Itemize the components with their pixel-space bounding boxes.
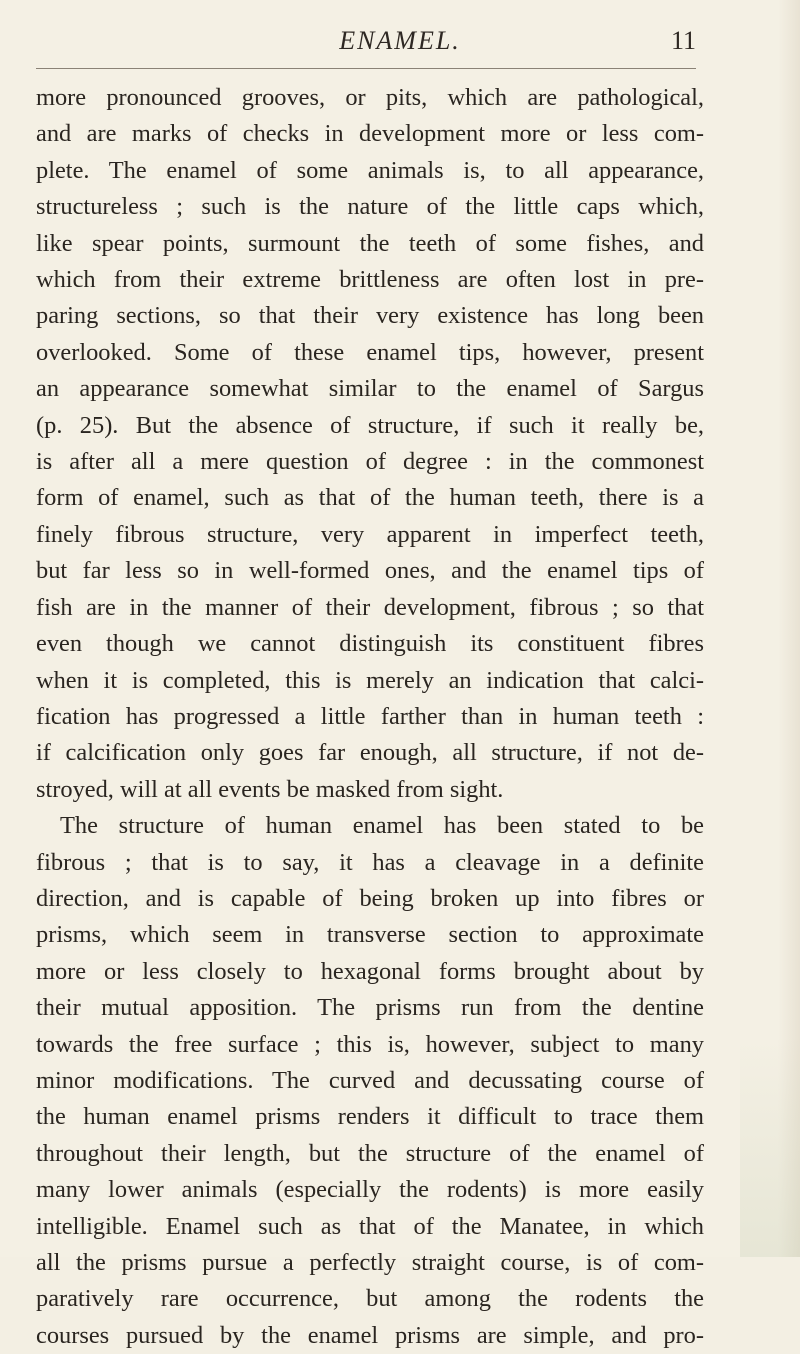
text-line: if calcification only goes far enough, all structure, if not de- [36, 739, 704, 767]
text-line: throughout their length, but the structure of the enamel of [36, 1139, 704, 1167]
text-line: like spear points, surmount the teeth of some fishes, and [36, 229, 704, 257]
body-text [36, 80, 704, 1354]
text-line: is after all a mere question of degree : in the commonest [36, 448, 704, 476]
text-line: which from their extreme brittleness are often lost in pre- [36, 266, 704, 294]
text-line: finely fibrous structure, very apparent in imperfect teeth, [36, 520, 704, 548]
text-line: courses pursued by the enamel prisms are simple, and pro- [36, 1321, 704, 1349]
text-line: The structure of human enamel has been stated to be [60, 812, 704, 840]
paragraph-1 [36, 80, 704, 808]
text-line: when it is completed, this is merely an indication that calci- [36, 666, 704, 694]
running-title: ENAMEL. [339, 26, 461, 55]
paragraph-2 [36, 808, 704, 1354]
text-line: prisms, which seem in transverse section to approximate [36, 921, 704, 949]
text-line: more or less closely to hexagonal forms brought about by [36, 957, 704, 985]
page-number: 11 [670, 26, 696, 55]
text-line: structureless ; such is the nature of the little caps which, [36, 193, 704, 221]
text-line: fication has progressed a little farther than in human teeth : [36, 702, 704, 730]
text-line: the human enamel prisms renders it difficult to trace them [36, 1103, 704, 1131]
text-line: an appearance somewhat similar to the enamel of Sargus [36, 375, 704, 403]
text-line: even though we cannot distinguish its constituent fibres [36, 630, 704, 658]
text-line: more pronounced grooves, or pits, which are pathological, [36, 84, 704, 111]
text-line: paring sections, so that their very existence has long been [36, 302, 704, 330]
text-line: many lower animals (especially the rodents) is more easily [36, 1176, 704, 1204]
text-line: fibrous ; that is to say, it has a cleavage in a definite [36, 848, 704, 876]
header-rule [36, 68, 696, 69]
text-line: fish are in the manner of their development, fibrous ; so that [36, 593, 704, 621]
page-stain [740, 1037, 800, 1257]
text-line: minor modifications. The curved and decussating course of [36, 1066, 704, 1094]
text-line: intelligible. Enamel such as that of the Manatee, in which [36, 1212, 704, 1240]
text-line: all the prisms pursue a perfectly straight course, is of com- [36, 1249, 704, 1276]
text-line: form of enamel, such as that of the human teeth, there is a [36, 484, 704, 512]
text-line: (p. 25). But the absence of structure, if such it really be, [36, 411, 704, 439]
running-head [0, 24, 800, 60]
text-line: overlooked. Some of these enamel tips, however, present [36, 338, 704, 366]
text-line: stroyed, will at all events be masked from sight. [36, 775, 504, 803]
text-line: towards the free surface ; this is, however, subject to many [36, 1030, 704, 1058]
text-line: direction, and is capable of being broken up into fibres or [36, 884, 704, 912]
text-line: their mutual apposition. The prisms run from the dentine [36, 994, 704, 1022]
text-line: plete. The enamel of some animals is, to all appearance, [36, 156, 704, 184]
text-line: and are marks of checks in development more or less com- [36, 120, 704, 148]
text-line: paratively rare occurrence, but among the rodents the [36, 1285, 704, 1313]
text-line: but far less so in well-formed ones, and the enamel tips of [36, 557, 704, 585]
